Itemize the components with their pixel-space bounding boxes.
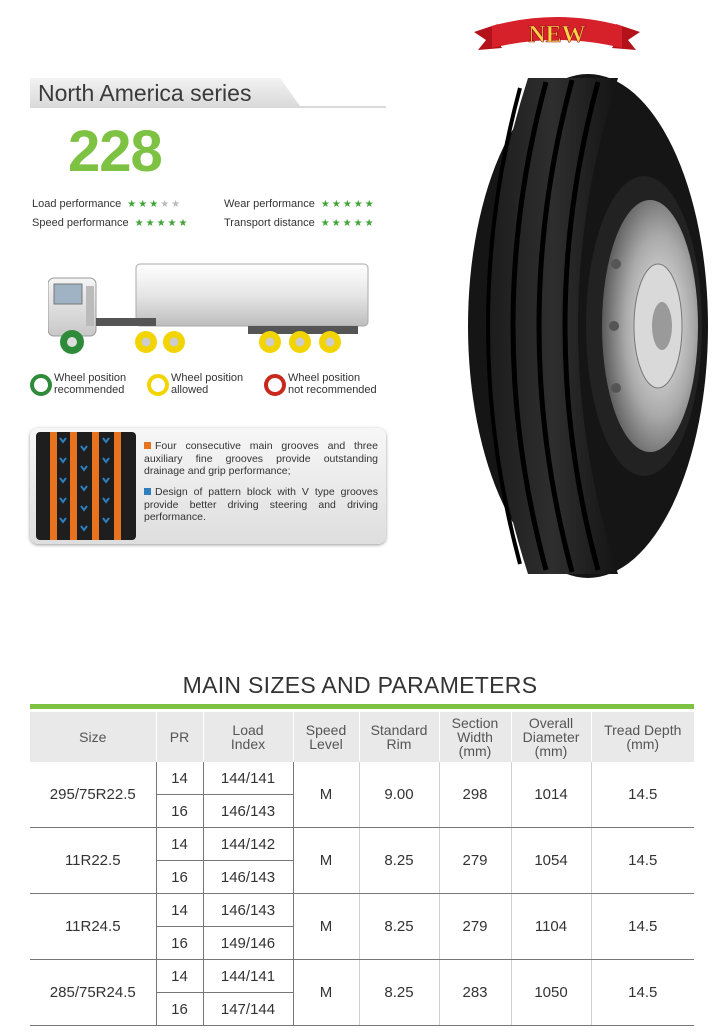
cell-rim: 8.25 <box>359 828 439 894</box>
cell-speed: M <box>293 960 359 1026</box>
star-filled-icon: ★ <box>353 199 365 210</box>
header-line: Tread Depth <box>604 722 682 738</box>
cell-pr: 14 <box>156 762 203 795</box>
cell-load-index: 146/143 <box>203 861 293 894</box>
header-line: Load <box>232 722 264 738</box>
star-rating <box>321 199 376 210</box>
header-line: Rim <box>386 736 412 752</box>
feature-text: Design of pattern block with V type grooves provide better driving steering and driving performance. <box>144 486 378 523</box>
tread-pattern-image <box>36 432 136 540</box>
star-filled-icon: ★ <box>353 218 365 229</box>
star-filled-icon: ★ <box>364 218 376 229</box>
cell-tread: 14.5 <box>591 894 694 960</box>
new-badge <box>472 10 642 62</box>
perf-wear <box>224 198 376 210</box>
legend-not-recommended <box>264 372 388 400</box>
cell-size: 11R22.5 <box>30 828 156 894</box>
header-line: Width <box>457 729 493 745</box>
star-filled-icon: ★ <box>364 199 376 210</box>
cell-pr: 16 <box>156 795 203 828</box>
cell-pr: 14 <box>156 828 203 861</box>
header-load-index <box>203 712 293 762</box>
legend-line1: Wheel position <box>54 372 127 384</box>
table-row <box>30 894 694 927</box>
header-line: (mm) <box>458 743 492 759</box>
star-filled-icon: ★ <box>156 218 168 229</box>
cell-load-index: 146/143 <box>203 894 293 927</box>
star-filled-icon: ★ <box>149 199 161 210</box>
star-filled-icon: ★ <box>127 199 139 210</box>
cell-width: 279 <box>439 894 511 960</box>
feature-grooves <box>144 440 378 478</box>
star-filled-icon: ★ <box>178 218 190 229</box>
cell-pr: 14 <box>156 960 203 993</box>
star-filled-icon: ★ <box>320 199 332 210</box>
header-overall-diameter <box>511 712 591 762</box>
cell-load-index: 144/141 <box>203 762 293 795</box>
table-row <box>30 960 694 993</box>
perf-load <box>32 198 182 210</box>
cell-pr: 16 <box>156 927 203 960</box>
legend-line1: Wheel position <box>171 372 244 384</box>
cell-tread: 14.5 <box>591 762 694 828</box>
cell-width: 279 <box>439 828 511 894</box>
title-rule <box>30 704 694 709</box>
cell-diameter: 1050 <box>511 960 591 1026</box>
legend-line2: not recommended <box>288 384 377 396</box>
table-header-row <box>30 712 694 762</box>
perf-speed <box>32 217 189 229</box>
cell-width: 298 <box>439 762 511 828</box>
cell-load-index: 146/143 <box>203 795 293 828</box>
table-title: MAIN SIZES AND PARAMETERS <box>182 672 538 698</box>
table-row <box>30 828 694 861</box>
cell-rim: 8.25 <box>359 960 439 1026</box>
header-line: Overall <box>528 715 574 731</box>
truck-illustration <box>48 262 372 358</box>
legend-line1: Wheel position <box>288 372 361 384</box>
cell-size: 11R24.5 <box>30 894 156 960</box>
feature-pattern <box>144 486 378 524</box>
parameters-table <box>30 712 694 1026</box>
star-empty-icon: ★ <box>171 199 183 210</box>
perf-label: Load performance <box>32 198 122 210</box>
cell-load-index: 144/142 <box>203 828 293 861</box>
cell-load-index: 147/144 <box>203 993 293 1026</box>
cell-diameter: 1014 <box>511 762 591 828</box>
header-pr: PR <box>156 712 203 762</box>
yellow-ring-icon <box>147 374 169 396</box>
star-filled-icon: ★ <box>342 218 354 229</box>
header-line: (mm) <box>626 736 660 752</box>
star-filled-icon: ★ <box>320 218 332 229</box>
legend-recommended <box>30 372 140 400</box>
green-ring-icon <box>30 374 52 396</box>
star-rating <box>127 199 182 210</box>
star-filled-icon: ★ <box>145 218 157 229</box>
header-line: Diameter <box>522 729 580 745</box>
cell-pr: 14 <box>156 894 203 927</box>
feature-text: Four consecutive main grooves and three auxiliary fine grooves provide outstanding drainage and grip performance; <box>144 440 378 477</box>
header-speed-level <box>293 712 359 762</box>
cell-size: 285/75R24.5 <box>30 960 156 1026</box>
header-line: Index <box>230 736 266 752</box>
legend-line2: recommended <box>54 384 125 396</box>
header-standard-rim <box>359 712 439 762</box>
star-filled-icon: ★ <box>331 218 343 229</box>
perf-distance <box>224 217 376 229</box>
cell-rim: 8.25 <box>359 894 439 960</box>
star-filled-icon: ★ <box>134 218 146 229</box>
cell-speed: M <box>293 762 359 828</box>
star-filled-icon: ★ <box>342 199 354 210</box>
star-filled-icon: ★ <box>138 199 150 210</box>
cell-load-index: 144/141 <box>203 960 293 993</box>
header-line: Section <box>451 715 499 731</box>
star-rating <box>135 218 190 229</box>
header-line: Standard <box>370 722 428 738</box>
perf-label: Wear performance <box>224 198 315 210</box>
cell-size: 295/75R22.5 <box>30 762 156 828</box>
cell-diameter: 1054 <box>511 828 591 894</box>
legend-allowed <box>147 372 257 400</box>
header-size: Size <box>30 712 156 762</box>
header-tread-depth <box>591 712 694 762</box>
red-ring-icon <box>264 374 286 396</box>
model-number: 228 <box>68 119 162 184</box>
star-empty-icon: ★ <box>160 199 172 210</box>
cell-tread: 14.5 <box>591 960 694 1026</box>
cell-speed: M <box>293 828 359 894</box>
star-rating <box>321 218 376 229</box>
cell-width: 283 <box>439 960 511 1026</box>
new-badge-label: NEW <box>528 22 586 48</box>
table-row <box>30 762 694 795</box>
perf-label: Transport distance <box>224 217 315 229</box>
cell-pr: 16 <box>156 861 203 894</box>
header-section-width <box>439 712 511 762</box>
cell-rim: 9.00 <box>359 762 439 828</box>
orange-bullet-icon <box>144 442 151 449</box>
cell-pr: 16 <box>156 993 203 1026</box>
header-line: Speed <box>305 722 347 738</box>
legend-line2: allowed <box>171 384 209 396</box>
tire-image <box>418 64 708 584</box>
perf-label: Speed performance <box>32 217 129 229</box>
header-line: Level <box>309 736 343 752</box>
cell-diameter: 1104 <box>511 894 591 960</box>
cell-load-index: 149/146 <box>203 927 293 960</box>
blue-bullet-icon <box>144 488 151 495</box>
cell-tread: 14.5 <box>591 828 694 894</box>
header-line: (mm) <box>534 743 568 759</box>
series-title: North America series <box>38 80 252 106</box>
star-filled-icon: ★ <box>331 199 343 210</box>
star-filled-icon: ★ <box>167 218 179 229</box>
cell-speed: M <box>293 894 359 960</box>
